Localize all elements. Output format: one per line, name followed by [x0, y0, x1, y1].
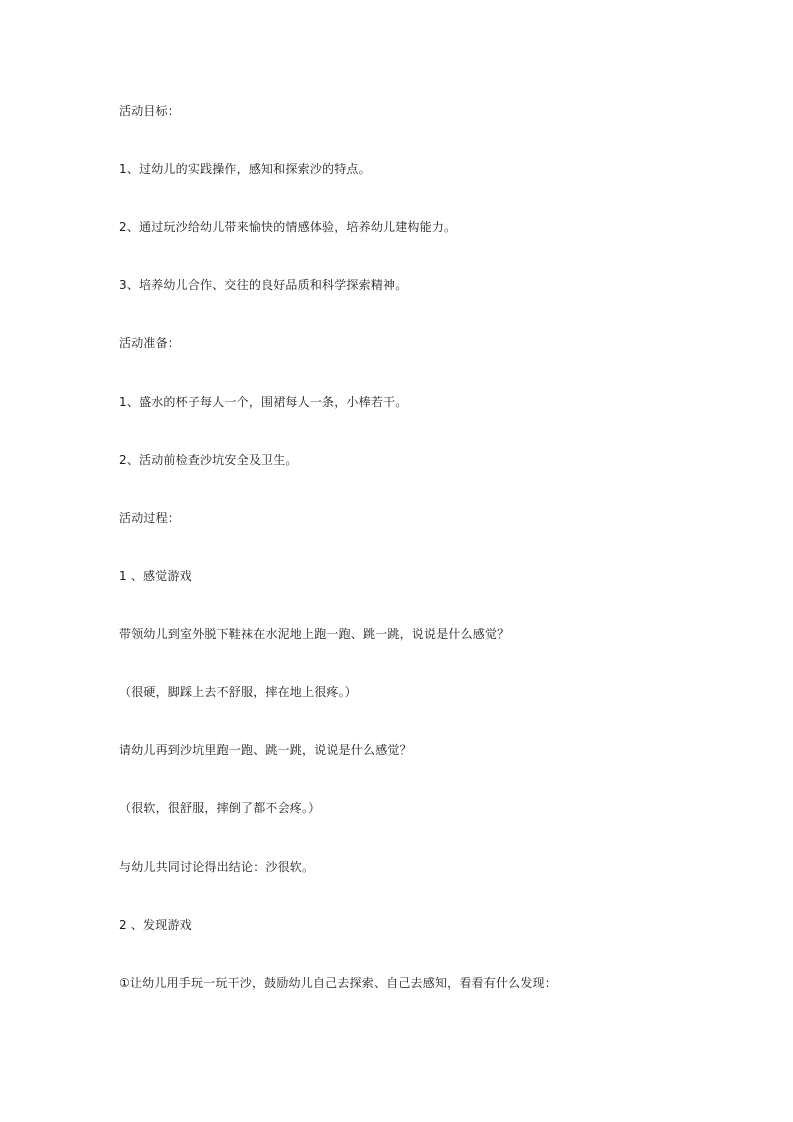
preparation-item-2: 2、活动前检查沙坑安全及卫生。: [119, 453, 298, 467]
process-paragraph: （很硬，脚踩上去不舒服，摔在地上很疼。）: [119, 685, 358, 699]
process-step-1-title: 1 、感觉游戏: [119, 569, 192, 583]
goal-item-3: 3、培养幼儿合作、交往的良好品质和科学探索精神。: [119, 278, 408, 292]
process-paragraph: ①让幼儿用手玩一玩干沙，鼓励幼儿自己去探索、自己去感知，看看有什么发现：: [119, 976, 557, 990]
preparation-item-1: 1、盛水的杯子每人一个，围裙每人一条，小棒若干。: [119, 395, 408, 409]
process-step-2-title: 2 、发现游戏: [119, 918, 192, 932]
section-heading-process: 活动过程：: [119, 511, 181, 525]
goal-item-1: 1、过幼儿的实践操作，感知和探索沙的特点。: [119, 162, 371, 176]
process-paragraph: 与幼儿共同讨论得出结论：沙很软。: [119, 860, 315, 874]
goal-item-2: 2、通过玩沙给幼儿带来愉快的情感体验，培养幼儿建构能力。: [119, 220, 457, 234]
process-paragraph: （很软，很舒服，摔倒了都不会疼。）: [119, 801, 321, 815]
process-paragraph: 请幼儿再到沙坑里跑一跑、跳一跳，说说是什么感觉？: [119, 743, 412, 757]
process-paragraph: 带领幼儿到室外脱下鞋袜在水泥地上跑一跑、跳一跳，说说是什么感觉？: [119, 627, 510, 641]
section-heading-goals: 活动目标：: [119, 104, 181, 118]
section-heading-preparation: 活动准备：: [119, 336, 181, 350]
